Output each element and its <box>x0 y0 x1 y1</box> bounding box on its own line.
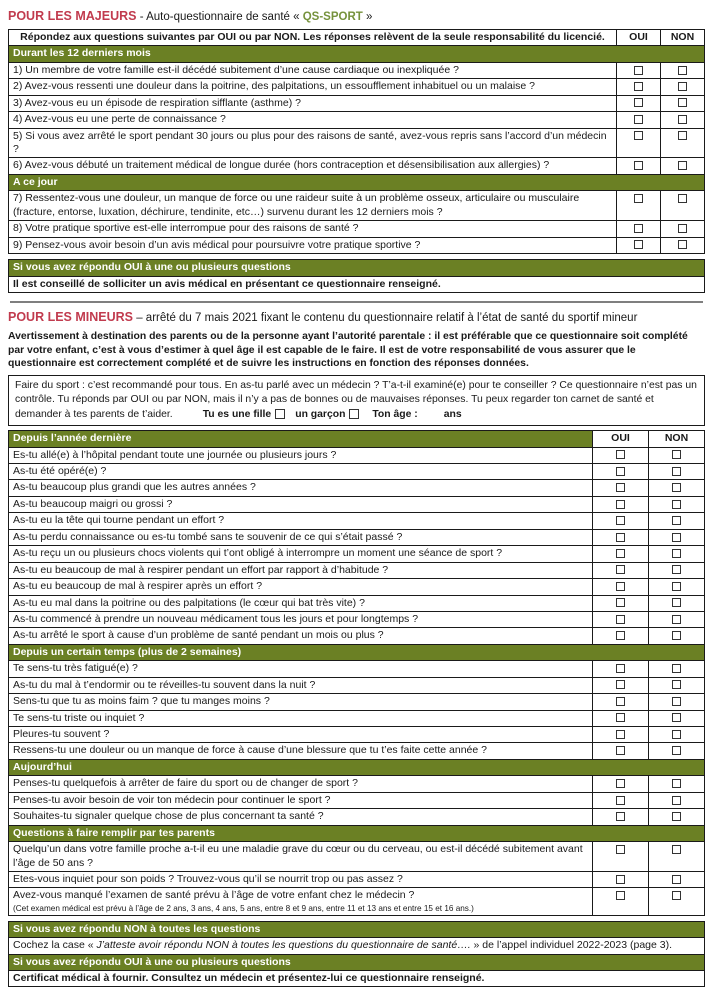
question-row <box>9 776 705 792</box>
question-text: 6) Avez-vous débuté un traitement médical de longue durée (hors contraception et désensibilisation aux allergies) ? <box>9 158 617 174</box>
section-band-row <box>9 174 705 190</box>
parental-warning <box>8 330 705 371</box>
question-row <box>9 128 705 158</box>
non-cell <box>649 562 705 578</box>
non-cell <box>649 842 705 872</box>
question-text: 5) Si vous avez arrêté le sport pendant 30 jours ou plus pour des raisons de santé, avez-vous repris sans l’accord d’un médecin ? <box>9 128 617 158</box>
oui-checkbox[interactable] <box>616 796 625 805</box>
non-checkbox[interactable] <box>672 680 681 689</box>
oui-checkbox[interactable] <box>616 713 625 722</box>
non-column-header: NON <box>649 431 705 447</box>
question-row <box>9 464 705 480</box>
question-text: Ressens-tu une douleur ou un manque de force à cause d’une blessure que tu t’es faite cette année ? <box>9 743 593 759</box>
non-cell <box>649 529 705 545</box>
question-row <box>9 191 705 221</box>
section-band: A ce jour <box>9 174 705 190</box>
oui-cell <box>617 112 661 128</box>
non-cell <box>661 237 705 253</box>
question-row <box>9 595 705 611</box>
non-cell <box>649 792 705 808</box>
question-row <box>9 112 705 128</box>
majeurs-instruction-row <box>9 29 705 45</box>
non-cell <box>649 595 705 611</box>
question-row <box>9 562 705 578</box>
section-band-row <box>9 431 705 447</box>
non-checkbox[interactable] <box>672 582 681 591</box>
question-row <box>9 496 705 512</box>
oui-cell <box>593 611 649 627</box>
non-cell <box>649 694 705 710</box>
footer-oui-text: Certificat médical à fournir. Consultez un médecin et présentez-lui ce questionnaire renseigné. <box>9 971 705 987</box>
non-checkbox[interactable] <box>678 66 687 75</box>
oui-cell <box>593 496 649 512</box>
question-text: As-tu été opéré(e) ? <box>9 464 593 480</box>
oui-checkbox[interactable] <box>634 115 643 124</box>
mineurs-title-red: POUR LES MINEURS <box>8 309 134 324</box>
non-cell <box>649 776 705 792</box>
oui-cell <box>593 661 649 677</box>
question-text: 2) Avez-vous ressenti une douleur dans la poitrine, des palpitations, un essoufflement inhabituel ou un malaise ? <box>9 79 617 95</box>
question-text: Etes-vous inquiet pour son poids ? Trouvez-vous qu’il se nourrit trop ou pas assez ? <box>9 871 593 887</box>
section-band-row <box>9 759 705 775</box>
majeurs-subtitle-suffix: » <box>362 11 373 23</box>
child-intro-text: Faire du sport : c’est recommandé pour tous. En as-tu parlé avec un médecin ? T’a-t-il examiné(e) pour te conseiller ? Ce questionnaire n’est pas un contrôle. Tu réponds par OUI ou par NON, mais il n’y a pas de bonnes ou de mauvaises réponses. Tu peux regarder ton carnet de santé et demander à tes parents de t’aider. <box>15 380 697 420</box>
oui-cell <box>593 628 649 644</box>
non-cell <box>649 888 705 915</box>
oui-cell <box>617 158 661 174</box>
question-row <box>9 809 705 825</box>
oui-checkbox[interactable] <box>634 224 643 233</box>
child-intro-box <box>8 375 705 426</box>
mineurs-title <box>8 309 705 326</box>
majeurs-table <box>8 29 705 254</box>
non-checkbox[interactable] <box>672 516 681 525</box>
non-checkbox[interactable] <box>672 730 681 739</box>
parental-warning-body: il est préférable que ce questionnaire soit complété par votre enfant, c’est à vous d’estimer à quel âge il est capable de le faire. Il est de votre responsabilité de vous assurer que le questionnaire est correctement complété et de suivre les instructions en fonction des réponses données. <box>8 330 688 370</box>
oui-cell <box>593 480 649 496</box>
question-row <box>9 871 705 887</box>
section-band: Questions à faire remplir par tes parents <box>9 825 705 841</box>
question-text: Sens-tu que tu as moins faim ? que tu manges moins ? <box>9 694 593 710</box>
oui-cell <box>593 464 649 480</box>
non-cell <box>649 480 705 496</box>
question-row <box>9 842 705 872</box>
majeurs-title <box>8 8 705 25</box>
oui-cell <box>593 871 649 887</box>
majeurs-subtitle-prefix: - Auto-questionnaire de santé « <box>136 11 303 23</box>
oui-checkbox[interactable] <box>616 582 625 591</box>
qs-sport-brand: QS-SPORT <box>302 11 363 23</box>
age-unit-label: ans <box>443 408 462 420</box>
question-text: 9) Pensez-vous avoir besoin d’un avis médical pour poursuivre votre pratique sportive ? <box>9 237 617 253</box>
non-checkbox[interactable] <box>672 615 681 624</box>
oui-cell <box>617 79 661 95</box>
question-row <box>9 661 705 677</box>
question-row <box>9 158 705 174</box>
question-text: As-tu eu la tête qui tourne pendant un effort ? <box>9 513 593 529</box>
oui-cell <box>593 677 649 693</box>
footer-oui-band-row <box>9 954 705 970</box>
question-note: (Cet examen médical est prévu à l’âge de 2 ans, 3 ans, 4 ans, 5 ans, entre 8 et 9 ans, entre 11 et 13 ans et entre 15 et 16 ans.) <box>13 903 474 913</box>
majeurs-result-text-row <box>9 276 705 292</box>
question-text: Penses-tu avoir besoin de voir ton médecin pour continuer le sport ? <box>9 792 593 808</box>
oui-cell <box>617 191 661 221</box>
section-divider <box>10 301 703 303</box>
oui-cell <box>593 562 649 578</box>
non-checkbox[interactable] <box>678 131 687 140</box>
gender-line <box>203 409 462 420</box>
question-row <box>9 529 705 545</box>
question-text: As-tu reçu un ou plusieurs chocs violents qui t’ont obligé à interrompre un moment une séance de sport ? <box>9 546 593 562</box>
non-checkbox[interactable] <box>672 533 681 542</box>
non-cell <box>661 191 705 221</box>
oui-checkbox[interactable] <box>634 161 643 170</box>
oui-checkbox[interactable] <box>616 549 625 558</box>
question-text: Souhaites-tu signaler quelque chose de plus concernant ta santé ? <box>9 809 593 825</box>
gender-garcon-label: un garçon <box>295 408 346 420</box>
question-text: Es-tu allé(e) à l’hôpital pendant toute une journée ou plusieurs jours ? <box>9 447 593 463</box>
oui-checkbox[interactable] <box>616 615 625 624</box>
question-row <box>9 888 705 915</box>
question-row <box>9 579 705 595</box>
oui-cell <box>593 513 649 529</box>
majeurs-result-band-row <box>9 260 705 276</box>
non-checkbox[interactable] <box>672 779 681 788</box>
mineurs-table <box>8 430 705 916</box>
question-text: As-tu eu beaucoup de mal à respirer pendant un effort par rapport à d’habitude ? <box>9 562 593 578</box>
footer-non-attestation: J’atteste avoir répondu NON à toutes les questions du questionnaire de santé…. <box>96 939 474 952</box>
question-row <box>9 513 705 529</box>
non-checkbox[interactable] <box>672 598 681 607</box>
fille-checkbox[interactable] <box>275 409 285 419</box>
oui-checkbox[interactable] <box>616 598 625 607</box>
non-checkbox[interactable] <box>672 467 681 476</box>
oui-checkbox[interactable] <box>616 450 625 459</box>
section-band: Durant les 12 derniers mois <box>9 46 705 62</box>
oui-checkbox[interactable] <box>634 66 643 75</box>
non-cell <box>649 727 705 743</box>
non-cell <box>661 128 705 158</box>
non-cell <box>649 710 705 726</box>
oui-checkbox[interactable] <box>616 483 625 492</box>
majeurs-title-red: POUR LES MAJEURS <box>8 9 137 23</box>
question-row <box>9 727 705 743</box>
oui-checkbox[interactable] <box>634 240 643 249</box>
oui-checkbox[interactable] <box>616 845 625 854</box>
oui-checkbox[interactable] <box>616 533 625 542</box>
section-band: Depuis l’année dernière <box>9 431 593 447</box>
question-row <box>9 95 705 111</box>
oui-cell <box>593 579 649 595</box>
question-text: 7) Ressentez-vous une douleur, un manque de force ou une raideur suite à un problème osseux, articulaire ou musculaire (fracture, entorse, luxation, déchirure, tendinite, etc…) survenu durant les 12 derniers mois ? <box>9 191 617 221</box>
footer-non-prefix: Cochez la case « <box>13 939 97 952</box>
non-checkbox[interactable] <box>672 796 681 805</box>
non-cell <box>649 743 705 759</box>
section-band-row <box>9 644 705 660</box>
section-band: Depuis un certain temps (plus de 2 semaines) <box>9 644 705 660</box>
oui-checkbox[interactable] <box>616 680 625 689</box>
oui-checkbox[interactable] <box>616 565 625 574</box>
non-checkbox[interactable] <box>672 565 681 574</box>
non-cell <box>649 464 705 480</box>
majeurs-non-header: NON <box>661 29 705 45</box>
question-text: As-tu du mal à t’endormir ou te réveilles-tu souvent dans la nuit ? <box>9 677 593 693</box>
oui-cell <box>593 743 649 759</box>
question-row <box>9 79 705 95</box>
non-checkbox[interactable] <box>672 483 681 492</box>
non-checkbox[interactable] <box>672 875 681 884</box>
question-row <box>9 237 705 253</box>
non-cell <box>661 221 705 237</box>
non-cell <box>649 513 705 529</box>
non-checkbox[interactable] <box>672 664 681 673</box>
question-text: As-tu eu beaucoup de mal à respirer après un effort ? <box>9 579 593 595</box>
footer-non-band-row <box>9 921 705 937</box>
oui-checkbox[interactable] <box>634 98 643 107</box>
majeurs-result-band: Si vous avez répondu OUI à une ou plusieurs questions <box>9 260 705 276</box>
non-cell <box>649 579 705 595</box>
non-cell <box>661 112 705 128</box>
question-text: As-tu arrêté le sport à cause d’un problème de santé pendant un mois ou plus ? <box>9 628 593 644</box>
oui-cell <box>593 710 649 726</box>
question-text: 3) Avez-vous eu un épisode de respiration sifflante (asthme) ? <box>9 95 617 111</box>
oui-cell <box>593 447 649 463</box>
oui-cell <box>617 221 661 237</box>
section-band: Aujourd’hui <box>9 759 705 775</box>
oui-cell <box>617 62 661 78</box>
non-cell <box>649 447 705 463</box>
question-text: 1) Un membre de votre famille est-il décédé subitement d’une cause cardiaque ou inexpliquée ? <box>9 62 617 78</box>
question-main-text: Avez-vous manqué l’examen de santé prévu à l’âge de votre enfant chez le médecin ? <box>13 889 415 902</box>
footer-non-text-row <box>9 938 705 954</box>
oui-checkbox[interactable] <box>616 730 625 739</box>
question-text: As-tu eu mal dans la poitrine ou des palpitations (le cœur qui bat très vite) ? <box>9 595 593 611</box>
oui-checkbox[interactable] <box>616 812 625 821</box>
oui-checkbox[interactable] <box>616 891 625 900</box>
non-checkbox[interactable] <box>672 450 681 459</box>
oui-checkbox[interactable] <box>616 875 625 884</box>
oui-column-header: OUI <box>593 431 649 447</box>
question-row <box>9 62 705 78</box>
oui-checkbox[interactable] <box>634 131 643 140</box>
parental-warning-lead: Avertissement à destination des parents ou de la personne ayant l’autorité parentale : <box>8 330 432 342</box>
oui-checkbox[interactable] <box>616 467 625 476</box>
oui-checkbox[interactable] <box>616 516 625 525</box>
majeurs-result-text: Il est conseillé de solliciter un avis médical en présentant ce questionnaire renseigné. <box>9 276 705 292</box>
non-cell <box>661 62 705 78</box>
question-text: Te sens-tu très fatigué(e) ? <box>9 661 593 677</box>
question-row <box>9 710 705 726</box>
question-text: As-tu commencé à prendre un nouveau médicament tous les jours et pour longtemps ? <box>9 611 593 627</box>
section-band-row <box>9 46 705 62</box>
oui-checkbox[interactable] <box>634 82 643 91</box>
non-cell <box>649 628 705 644</box>
footer-non-band: Si vous avez répondu NON à toutes les questions <box>9 921 705 937</box>
question-text: Pleures-tu souvent ? <box>9 727 593 743</box>
oui-cell <box>617 237 661 253</box>
question-text <box>9 888 593 915</box>
oui-checkbox[interactable] <box>616 779 625 788</box>
question-text: As-tu perdu connaissance ou es-tu tombé sans te souvenir de ce qui s’était passé ? <box>9 529 593 545</box>
non-checkbox[interactable] <box>672 713 681 722</box>
oui-checkbox[interactable] <box>616 697 625 706</box>
footer-non-text <box>9 938 705 954</box>
question-row <box>9 628 705 644</box>
footer-oui-text-row <box>9 971 705 987</box>
non-cell <box>661 79 705 95</box>
oui-cell <box>593 888 649 915</box>
oui-cell <box>593 595 649 611</box>
gender-fille-label: Tu es une fille <box>202 408 272 420</box>
non-checkbox[interactable] <box>678 240 687 249</box>
section-band-row <box>9 825 705 841</box>
non-cell <box>649 871 705 887</box>
oui-cell <box>593 809 649 825</box>
non-cell <box>649 496 705 512</box>
non-checkbox[interactable] <box>678 115 687 124</box>
non-checkbox[interactable] <box>672 549 681 558</box>
non-checkbox[interactable] <box>672 631 681 640</box>
non-checkbox[interactable] <box>678 82 687 91</box>
oui-cell <box>593 546 649 562</box>
mineurs-subtitle: – arrêté du 7 mais 2021 fixant le contenu du questionnaire relatif à l’état de santé du sportif mineur <box>133 311 638 324</box>
garcon-checkbox[interactable] <box>349 409 359 419</box>
oui-cell <box>617 95 661 111</box>
question-row <box>9 447 705 463</box>
mineurs-footer-box <box>8 921 705 988</box>
footer-non-suffix: » de l’appel individuel 2022-2023 (page 3). <box>473 939 673 952</box>
question-row <box>9 221 705 237</box>
non-cell <box>661 158 705 174</box>
question-row <box>9 743 705 759</box>
oui-checkbox[interactable] <box>634 194 643 203</box>
non-checkbox[interactable] <box>672 812 681 821</box>
question-text: Quelqu’un dans votre famille proche a-t-il eu une maladie grave du cœur ou du cerveau, ou est-il décédé subitement avant l’âge de 50 ans ? <box>9 842 593 872</box>
non-checkbox[interactable] <box>672 500 681 509</box>
question-row <box>9 792 705 808</box>
oui-checkbox[interactable] <box>616 500 625 509</box>
question-text: 4) Avez-vous eu une perte de connaissance ? <box>9 112 617 128</box>
non-cell <box>649 611 705 627</box>
question-text: As-tu beaucoup plus grandi que les autres années ? <box>9 480 593 496</box>
non-checkbox[interactable] <box>678 161 687 170</box>
question-text: Te sens-tu triste ou inquiet ? <box>9 710 593 726</box>
footer-oui-band: Si vous avez répondu OUI à une ou plusieurs questions <box>9 954 705 970</box>
oui-cell <box>617 128 661 158</box>
question-row <box>9 611 705 627</box>
age-label: Ton âge : <box>372 408 418 420</box>
oui-cell <box>593 694 649 710</box>
majeurs-oui-header: OUI <box>617 29 661 45</box>
non-cell <box>661 95 705 111</box>
non-cell <box>649 661 705 677</box>
non-checkbox[interactable] <box>678 98 687 107</box>
oui-cell <box>593 776 649 792</box>
oui-cell <box>593 842 649 872</box>
non-checkbox[interactable] <box>672 697 681 706</box>
oui-cell <box>593 529 649 545</box>
oui-cell <box>593 727 649 743</box>
non-cell <box>649 546 705 562</box>
oui-cell <box>593 792 649 808</box>
oui-checkbox[interactable] <box>616 746 625 755</box>
non-checkbox[interactable] <box>672 746 681 755</box>
majeurs-result-box <box>8 259 705 293</box>
question-row <box>9 546 705 562</box>
question-text: As-tu beaucoup maigri ou grossi ? <box>9 496 593 512</box>
non-checkbox[interactable] <box>672 845 681 854</box>
question-text: 8) Votre pratique sportive est-elle interrompue pour des raisons de santé ? <box>9 221 617 237</box>
non-checkbox[interactable] <box>678 224 687 233</box>
non-checkbox[interactable] <box>678 194 687 203</box>
majeurs-instruction: Répondez aux questions suivantes par OUI ou par NON. Les réponses relèvent de la seule responsabilité du licencié. <box>9 29 617 45</box>
oui-checkbox[interactable] <box>616 664 625 673</box>
non-checkbox[interactable] <box>672 891 681 900</box>
non-cell <box>649 809 705 825</box>
question-row <box>9 677 705 693</box>
question-row <box>9 480 705 496</box>
non-cell <box>649 677 705 693</box>
question-text: Penses-tu quelquefois à arrêter de faire du sport ou de changer de sport ? <box>9 776 593 792</box>
oui-checkbox[interactable] <box>616 631 625 640</box>
question-row <box>9 694 705 710</box>
